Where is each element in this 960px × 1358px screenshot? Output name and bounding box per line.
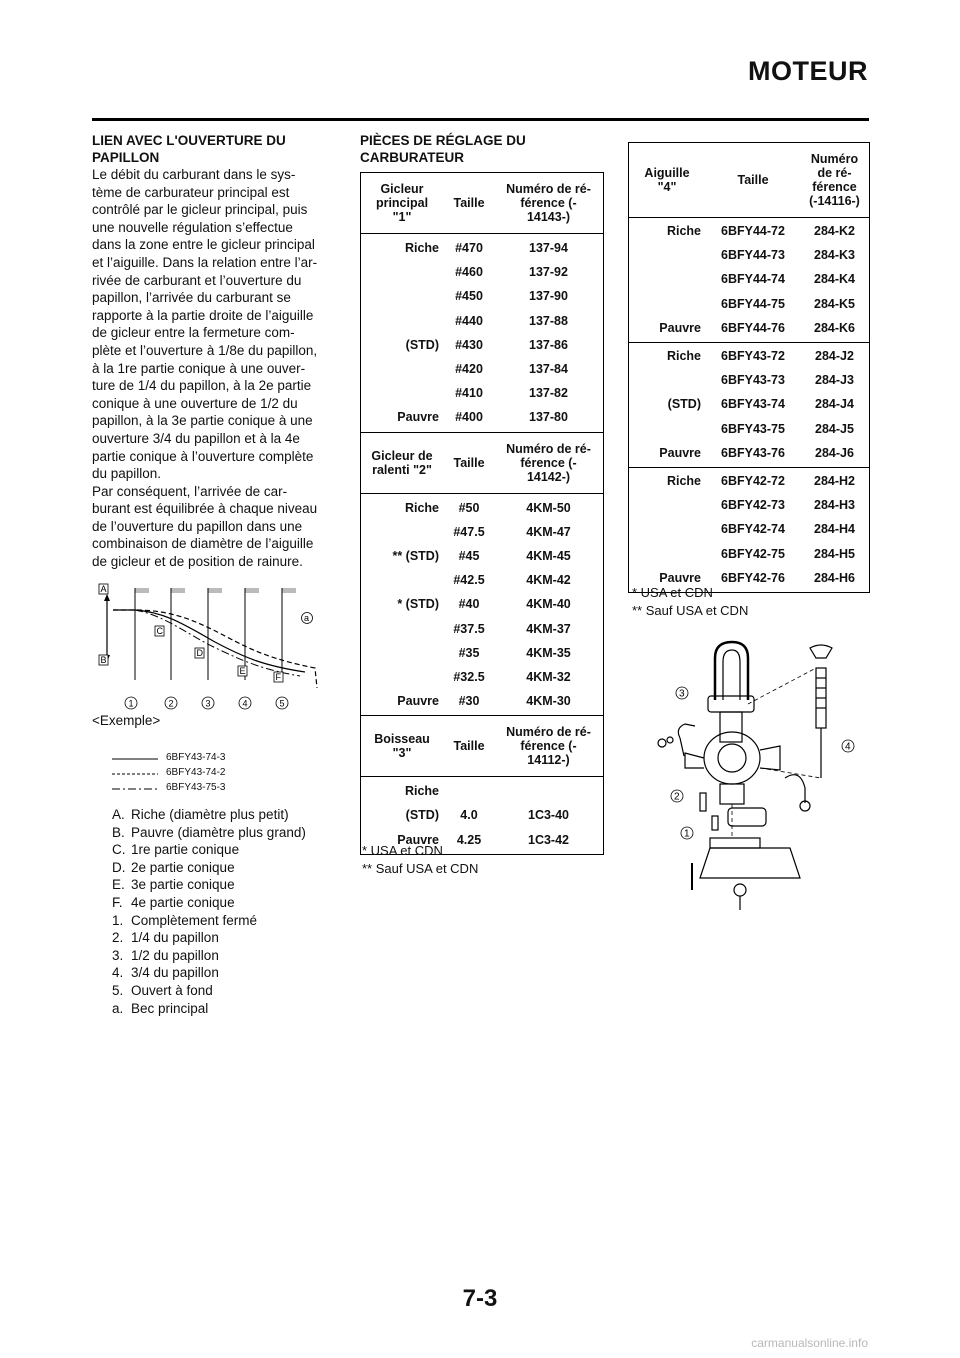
table-row xyxy=(629,292,869,316)
table-row xyxy=(629,392,869,416)
table-header-row xyxy=(629,143,869,218)
cell-size: #400 xyxy=(455,410,483,425)
cell-size: #430 xyxy=(455,337,483,352)
body-line: tème de carburateur principal est xyxy=(92,184,290,200)
needle-table xyxy=(628,142,870,593)
section-body-text xyxy=(92,166,340,571)
key-text: Riche (diamètre plus petit) xyxy=(131,807,289,822)
table-body xyxy=(629,218,869,342)
cell-number: 4KM-32 xyxy=(526,669,571,684)
table-header-row xyxy=(361,173,603,234)
key-text: 3e partie conique xyxy=(131,877,235,893)
key-text: 1/2 du papillon xyxy=(131,947,219,963)
cell-size: #450 xyxy=(455,289,483,304)
key-text: Pauvre (diamètre plus grand) xyxy=(131,824,306,840)
table-row xyxy=(361,803,603,827)
table-row xyxy=(361,236,603,260)
key-text: 1re partie conique xyxy=(131,842,240,858)
table-row xyxy=(629,517,869,541)
table-body xyxy=(629,343,869,467)
table-notes: * USA et CDN ** Sauf USA et CDN xyxy=(632,585,749,618)
table-body xyxy=(361,494,603,716)
cell-size: 4.25 xyxy=(456,832,482,847)
cell-number: 284-J6 xyxy=(815,445,854,460)
cell-number: 4KM-30 xyxy=(526,694,571,709)
key-letter: 1. xyxy=(112,912,124,928)
body-line: de gicleur et de position de rainure. xyxy=(92,554,303,570)
label-A: A xyxy=(100,584,107,594)
table-row xyxy=(629,493,869,517)
header-line: Numéro xyxy=(810,152,859,166)
label-D: D xyxy=(196,648,203,658)
header-line: Boisseau xyxy=(374,732,430,747)
label-C: C xyxy=(156,626,163,636)
cell-number: 137-82 xyxy=(529,386,568,401)
cell-size: 6BFY44-76 xyxy=(721,320,785,335)
needle-group xyxy=(629,467,869,592)
key-letter: D. xyxy=(112,859,126,875)
watermark-text: carmanualsonline.info xyxy=(751,1336,868,1350)
body-line: plète et l’ouverture à 1/8e du papillon, xyxy=(92,342,318,358)
key-item xyxy=(112,912,342,930)
body-line: dans la zone entre le gicleur principal xyxy=(92,237,315,253)
table-row xyxy=(361,496,603,520)
cell-number: 4KM-40 xyxy=(526,597,571,612)
diagram-legend xyxy=(112,752,332,797)
header-line: de ré- xyxy=(817,166,852,180)
table-row xyxy=(361,309,603,333)
key-letter: 4. xyxy=(112,965,124,981)
key-item xyxy=(112,859,342,877)
cell-number: 284-K5 xyxy=(814,296,855,311)
body-line: contrôlé par le gicleur principal, puis xyxy=(92,202,308,218)
diagram-key-list xyxy=(112,806,342,1017)
cell-size: 6BFY42-75 xyxy=(721,546,785,561)
header-cell-label xyxy=(361,433,443,493)
cell-number: 137-84 xyxy=(529,362,568,377)
carb-parts-table xyxy=(360,172,604,855)
cell-size: #410 xyxy=(455,386,483,401)
cell-size: 6BFY44-75 xyxy=(721,296,785,311)
cell-size: 6BFY42-76 xyxy=(721,570,785,585)
callout-2: 2 xyxy=(674,791,680,803)
label-F: F xyxy=(275,672,281,682)
cell-label: Pauvre xyxy=(397,832,439,847)
cell-number: 284-H5 xyxy=(814,546,855,561)
table-row xyxy=(629,316,869,340)
table-row xyxy=(361,641,603,665)
key-text: Ouvert à fond xyxy=(131,982,213,998)
page-header-title: MOTEUR xyxy=(748,56,868,86)
cell-number: 1C3-40 xyxy=(528,808,569,823)
body-line: combinaison de diamètre de l’aiguille xyxy=(92,536,314,552)
cell-number: 284-J2 xyxy=(815,349,854,364)
cell-number: 284-J4 xyxy=(815,397,854,412)
key-item xyxy=(112,894,342,912)
carburetor-exploded-illustration xyxy=(640,628,870,918)
header-line: principal xyxy=(375,196,429,210)
cell-label: Riche xyxy=(404,241,439,256)
cell-number: 284-H4 xyxy=(814,522,855,537)
needle-taper-diagram xyxy=(95,580,335,720)
cell-number: 284-K3 xyxy=(814,248,855,263)
body-line: et l’aiguille. Dans la relation entre l’ar- xyxy=(92,254,318,270)
key-text: 2e partie conique xyxy=(131,859,235,875)
cell-number: 137-86 xyxy=(529,337,568,352)
legend-item: 6BFY43-74-3 xyxy=(166,752,226,763)
cell-size: 6BFY44-73 xyxy=(721,248,785,263)
key-text: Bec principal xyxy=(131,1000,209,1016)
table-notes: * USA et CDN ** Sauf USA et CDN xyxy=(362,843,479,876)
body-line: rapporte à la partie droite de l’aiguille xyxy=(92,307,314,323)
table-row xyxy=(629,469,869,493)
cell-size: #460 xyxy=(455,265,483,280)
header-cell-label xyxy=(361,173,443,233)
key-letter: B. xyxy=(112,824,125,840)
table-row xyxy=(629,541,869,565)
body-line: papillon, l’arrivée du carburant se xyxy=(92,290,291,306)
cell-label: Pauvre xyxy=(659,320,701,335)
cell-size: #42.5 xyxy=(453,573,485,588)
body-line: à la 1re partie conique à une ouver- xyxy=(92,360,306,376)
cell-number: 137-94 xyxy=(529,241,568,256)
cell-size: #420 xyxy=(455,362,483,377)
cell-number: 4KM-50 xyxy=(526,500,571,515)
header-line: 14143-) xyxy=(526,210,571,224)
cell-size: #32.5 xyxy=(453,669,485,684)
header-cell-number xyxy=(495,173,602,233)
cell-number: 284-K2 xyxy=(814,224,855,239)
cell-number: 284-K6 xyxy=(814,320,855,335)
body-line: ouverture 3/4 du papillon et à la 4e xyxy=(92,430,300,446)
cell-size: #30 xyxy=(458,694,480,709)
table-row xyxy=(361,665,603,689)
table-row xyxy=(629,417,869,441)
table-row xyxy=(361,568,603,592)
body-line: de gicleur entre la fermeture com- xyxy=(92,325,295,341)
body-line: conique à une ouverture de 1/2 du xyxy=(92,395,298,411)
table-row xyxy=(361,779,603,803)
header-cell-label xyxy=(629,143,705,217)
key-text: 3/4 du papillon xyxy=(131,965,219,981)
table-row xyxy=(361,405,603,429)
table-row xyxy=(629,344,869,368)
table-row xyxy=(629,219,869,243)
key-letter: 2. xyxy=(112,930,124,946)
cell-size: 6BFY43-72 xyxy=(721,349,785,364)
cell-number: 284-J5 xyxy=(815,421,854,436)
body-line: ture de 1/4 du papillon, à la 2e partie xyxy=(92,378,312,394)
mark-5 xyxy=(282,588,296,680)
header-line: "3" xyxy=(392,746,412,761)
cell-size: 6BFY43-76 xyxy=(721,445,785,460)
key-item xyxy=(112,876,342,894)
header-cell-number xyxy=(801,143,868,217)
callout-4: 4 xyxy=(845,741,851,753)
cell-label: Riche xyxy=(666,473,701,488)
cell-label: Pauvre xyxy=(659,445,701,460)
cell-label: Riche xyxy=(666,349,701,364)
table-header-row xyxy=(361,715,603,777)
key-letter: 5. xyxy=(112,982,124,998)
label-3: 3 xyxy=(205,698,211,709)
table-row xyxy=(361,333,603,357)
body-line: papillon, à la 3e partie conique à une xyxy=(92,413,313,429)
cell-label: Pauvre xyxy=(659,570,701,585)
table-row xyxy=(629,267,869,291)
header-line: férence (- xyxy=(520,739,577,754)
key-text: 1/4 du papillon xyxy=(131,930,219,946)
key-item xyxy=(112,982,342,1000)
body-line: une nouvelle régulation s’effectue xyxy=(92,219,293,235)
key-item xyxy=(112,1000,342,1018)
header-cell-label xyxy=(361,716,443,776)
cell-number: 137-92 xyxy=(529,265,568,280)
table-row xyxy=(361,616,603,640)
cell-size: #470 xyxy=(455,241,483,256)
needle-group xyxy=(629,342,869,467)
header-line: férence (- xyxy=(520,455,577,470)
cell-number: 4KM-37 xyxy=(526,621,571,636)
table-row xyxy=(361,357,603,381)
cell-label: Riche xyxy=(404,784,439,799)
cell-label: (STD) xyxy=(405,337,439,352)
body-line: du papillon. xyxy=(92,466,162,482)
cell-number: 137-80 xyxy=(529,410,568,425)
cell-size: 6BFY42-74 xyxy=(721,522,785,537)
cell-label: Riche xyxy=(666,224,701,239)
header-line: ralenti "2" xyxy=(372,462,432,477)
header-line: férence (- xyxy=(520,196,577,210)
cell-size: #45 xyxy=(458,548,480,563)
cell-label: Riche xyxy=(404,500,439,515)
key-item xyxy=(112,947,342,965)
table-row xyxy=(361,689,603,713)
header-line: 14112-) xyxy=(527,753,570,768)
cell-number: 137-90 xyxy=(529,289,568,304)
cell-size: #47.5 xyxy=(453,524,485,539)
header-rule xyxy=(92,118,869,121)
header-line: Gicleur xyxy=(380,182,424,196)
header-line: Numéro de ré- xyxy=(506,182,591,196)
cell-size: 6BFY43-73 xyxy=(721,373,785,388)
key-letter: E. xyxy=(112,877,125,893)
cell-number: 284-H2 xyxy=(814,473,855,488)
cell-number: 4KM-45 xyxy=(526,548,571,563)
label-B: B xyxy=(100,655,107,665)
key-item xyxy=(112,929,342,947)
table-row xyxy=(361,520,603,544)
cell-size: 6BFY43-74 xyxy=(721,397,785,412)
cell-size: 4.0 xyxy=(460,808,478,823)
cell-label: * (STD) xyxy=(397,597,439,612)
cell-number: 4KM-42 xyxy=(526,573,571,588)
cell-size: 6BFY44-72 xyxy=(721,224,785,239)
cell-number: 1C3-42 xyxy=(528,832,569,847)
header-line: 14142-) xyxy=(526,469,571,484)
cell-label: (STD) xyxy=(405,808,439,823)
header-cell-number xyxy=(495,433,602,493)
cell-number: 284-K4 xyxy=(814,272,855,287)
header-cell-size: Taille xyxy=(737,173,769,187)
key-text: 4e partie conique xyxy=(131,894,235,910)
callout-3: 3 xyxy=(679,688,685,700)
table-body xyxy=(629,468,869,592)
example-label: <Exemple> xyxy=(92,713,161,728)
cell-label: Pauvre xyxy=(397,694,439,709)
cell-size: #50 xyxy=(458,500,480,515)
cell-label: Pauvre xyxy=(397,410,439,425)
cell-size: 6BFY42-72 xyxy=(721,473,785,488)
key-letter: 3. xyxy=(112,947,124,963)
header-cell-number xyxy=(495,716,602,776)
callout-1: 1 xyxy=(684,828,690,840)
body-line: Par conséquent, l’arrivée de car- xyxy=(92,483,288,499)
table-row xyxy=(361,381,603,405)
table-row xyxy=(361,284,603,308)
section-throttle-relation xyxy=(92,132,340,571)
key-letter: A. xyxy=(112,807,125,822)
key-item xyxy=(112,964,342,982)
header-line: Numéro de ré- xyxy=(506,725,591,740)
header-line: Aiguille xyxy=(644,166,690,180)
cell-number: 4KM-35 xyxy=(526,645,571,660)
cell-number: 4KM-47 xyxy=(526,524,571,539)
header-cell-size: Taille xyxy=(453,455,485,470)
label-2: 2 xyxy=(168,698,174,709)
legend-item: 6BFY43-75-3 xyxy=(166,782,226,793)
body-line: Le débit du carburant dans le sys- xyxy=(92,167,296,182)
needle-group xyxy=(629,218,869,342)
key-letter: F. xyxy=(112,894,123,910)
cell-number: 137-88 xyxy=(529,313,568,328)
table-row xyxy=(629,243,869,267)
header-line: "4" xyxy=(657,180,677,194)
table-row xyxy=(361,544,603,568)
legend-item: 6BFY43-74-2 xyxy=(166,767,226,778)
table-body xyxy=(361,234,603,432)
header-line: Gicleur de xyxy=(371,448,433,463)
cell-label: ** (STD) xyxy=(392,548,439,563)
cell-number: 284-H6 xyxy=(814,570,855,585)
body-line: de l’ouverture du papillon dans une xyxy=(92,518,303,534)
cell-number: 284-J3 xyxy=(815,373,854,388)
cell-label: (STD) xyxy=(667,397,701,412)
body-line: partie conique à l’ouverture complète xyxy=(92,448,314,464)
label-E: E xyxy=(239,666,246,676)
table-header-row xyxy=(361,432,603,494)
cell-number: 284-H3 xyxy=(814,498,855,513)
cell-size: 6BFY42-73 xyxy=(721,498,785,513)
header-cell-size: Taille xyxy=(453,739,485,754)
table-row xyxy=(629,368,869,392)
table-row xyxy=(629,441,869,465)
mark-1 xyxy=(135,588,149,680)
page-number: 7-3 xyxy=(462,1285,498,1312)
key-item xyxy=(112,824,342,842)
table-row xyxy=(361,260,603,284)
cell-size: 6BFY44-74 xyxy=(721,272,785,287)
key-letter: C. xyxy=(112,842,126,858)
mark-2 xyxy=(171,588,185,680)
section-carb-parts xyxy=(360,132,605,166)
cell-size: #40 xyxy=(458,597,480,612)
label-4: 4 xyxy=(242,698,248,709)
label-a: a xyxy=(304,613,310,623)
table-row xyxy=(361,592,603,616)
key-letter: a. xyxy=(112,1000,124,1016)
section-heading: PIÈCES DE RÉGLAGE DU CARBURATEUR xyxy=(360,133,526,165)
section-heading: LIEN AVEC L'OUVERTURE DU PAPILLON xyxy=(92,133,286,165)
taper-curve-dashed xyxy=(113,610,317,688)
key-item xyxy=(112,841,342,859)
key-item xyxy=(112,806,342,824)
body-line: burant est équilibrée à chaque niveau xyxy=(92,501,318,517)
taper-curve-solid xyxy=(113,610,305,672)
header-line: Numéro de ré- xyxy=(506,441,591,456)
label-1: 1 xyxy=(128,698,134,709)
header-line: "1" xyxy=(392,210,412,224)
label-5: 5 xyxy=(279,698,285,709)
cell-size: 6BFY43-75 xyxy=(721,421,785,436)
header-line: (-14116-) xyxy=(809,194,860,208)
header-line: férence xyxy=(812,180,857,194)
cell-size: #37.5 xyxy=(453,621,485,636)
header-cell-size: Taille xyxy=(453,196,485,210)
cell-size: #35 xyxy=(458,645,480,660)
key-text: Complètement fermé xyxy=(131,912,258,928)
cell-size: #440 xyxy=(455,313,483,328)
mark-3 xyxy=(208,588,222,680)
body-line: rivée de carburant et l’ouverture du xyxy=(92,272,302,288)
